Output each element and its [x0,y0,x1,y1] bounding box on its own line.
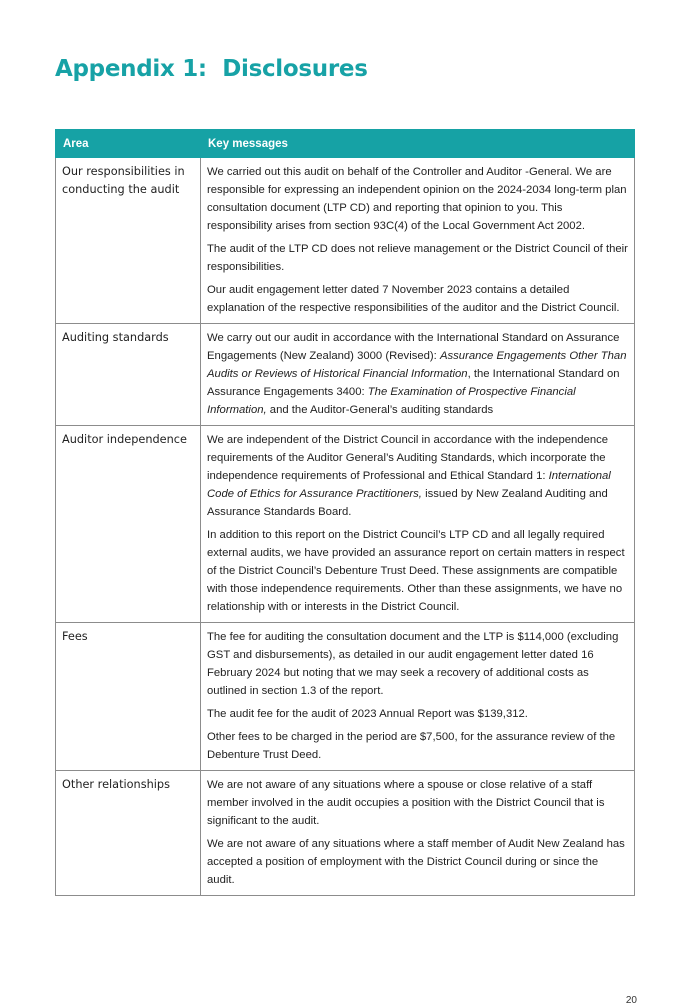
message-paragraph [207,431,628,521]
message-paragraph: We are not aware of any situations where a spouse or close relative of a staff member involved in the audit occupies a position with the District Council that is significant to the audit. [207,779,605,827]
area-cell: Other relationships [56,771,201,896]
table-row [56,426,635,623]
area-cell: Fees [56,623,201,771]
table-header-row [56,130,635,158]
message-text: , the International Standard on Assurance Engagements 3400: [207,368,620,398]
page-title: Appendix 1: Disclosures [55,56,368,82]
standard-title: The Examination of Prospective Financial Information, [207,386,576,416]
header-key-messages: Key messages [201,130,635,158]
disclosures-table [55,129,635,896]
header-area: Area [56,130,201,158]
key-messages-cell [201,324,635,426]
message-text: We are independent of the District Council in accordance with the independence requirements of the Auditor General’s Auditing Standards, which incorporate the independence requirements of Professional and Ethical Standard 1: [207,434,609,482]
key-messages-cell [201,426,635,623]
message-paragraph [207,329,628,419]
key-messages-cell [201,158,635,324]
message-text: issued by New Zealand Auditing and Assurance Standards Board. [207,488,608,518]
table-row [56,158,635,324]
message-paragraph: The audit fee for the audit of 2023 Annual Report was $139,312. [207,708,528,720]
table-row [56,623,635,771]
message-paragraph: Our audit engagement letter dated 7 November 2023 contains a detailed explanation of the respective responsibilities of the auditor and the District Council. [207,284,620,314]
area-cell: Auditor independence [56,426,201,623]
standard-title: Assurance Engagements Other Than Audits or Reviews of Historical Financial Information [207,350,627,380]
table-row [56,771,635,896]
key-messages-cell [201,771,635,896]
message-text: We carry out our audit in accordance with the International Standard on Assurance Engagements (New Zealand) 3000 (Revised): [207,332,620,362]
message-paragraph: We carried out this audit on behalf of the Controller and Auditor -General. We are responsible for expressing an independent opinion on the 2024-2034 long-term plan consultation document (LTP CD) and reporting that opinion to you. This responsibility arises from section 93C(4) of the Local Government Act 2002. [207,166,627,232]
area-cell: Auditing standards [56,324,201,426]
message-paragraph: In addition to this report on the District Council’s LTP CD and all legally required external audits, we have provided an assurance report on certain matters in respect of the District Council’s Debenture Trust Deed. These assignments are compatible with those independence requirements. Other than these assignments, we have no relationship with or interests in the District Council. [207,529,625,613]
page-number: 20 [625,995,637,1006]
message-text: and the Auditor-General’s auditing standards [266,404,494,416]
key-messages-cell [201,623,635,771]
standard-title: International Code of Ethics for Assurance Practitioners, [207,470,611,500]
message-paragraph: Other fees to be charged in the period are $7,500, for the assurance review of the Debenture Trust Deed. [207,731,616,761]
message-paragraph: The fee for auditing the consultation document and the LTP is $114,000 (excluding GST and disbursements), as detailed in our audit engagement letter dated 16 February 2024 but noting that we may seek a recovery of additional costs as outlined in section 1.3 of the report. [207,631,619,697]
table-row [56,324,635,426]
area-cell: Our responsibilities in conducting the audit [56,158,201,324]
message-paragraph: The audit of the LTP CD does not relieve management or the District Council of their responsibilities. [207,243,628,273]
message-paragraph: We are not aware of any situations where a staff member of Audit New Zealand has accepted a position of employment with the District Council during or since the audit. [207,838,625,886]
